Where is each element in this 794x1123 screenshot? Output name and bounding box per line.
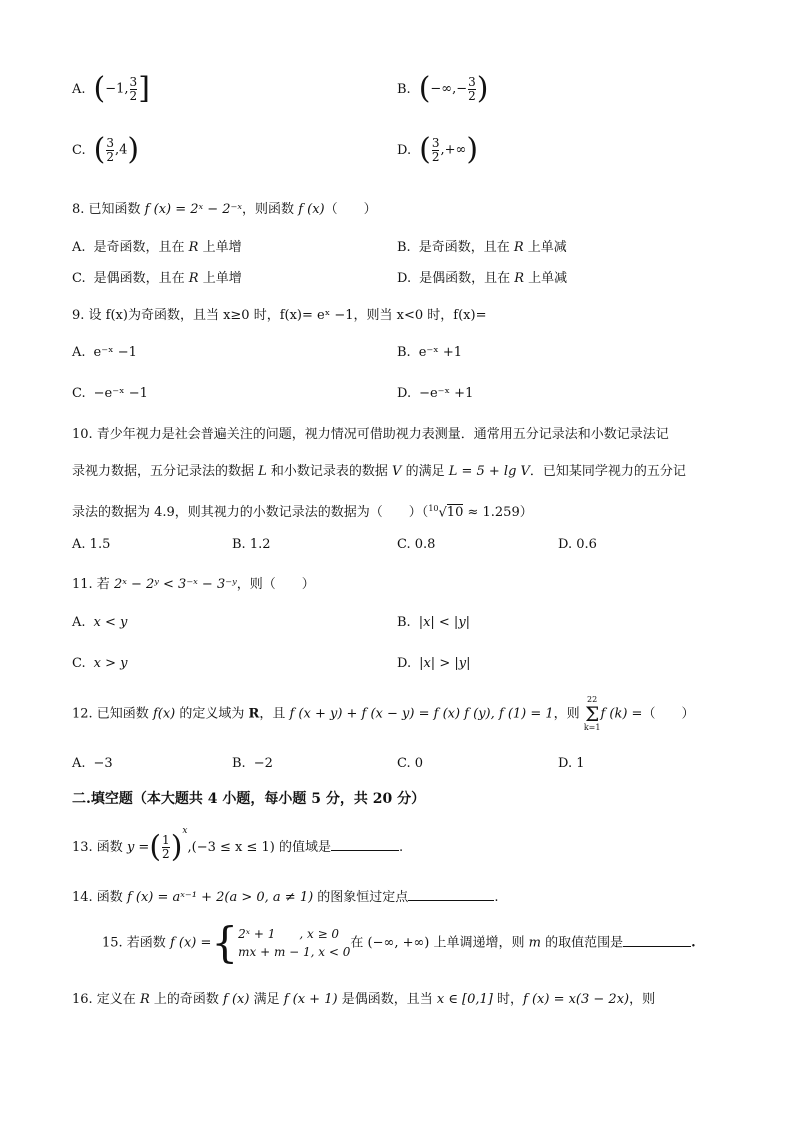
option-math: ,4 [114,142,128,158]
q14-expression: f (x) = aˣ⁻¹ + 2(a > 0, a ≠ 1) [126,890,314,905]
option-math: −∞,− [430,81,468,97]
q7-option-a[interactable]: A. (−1, $\frac{3}{2}$ ] [72,71,150,106]
option-math: −1, [105,81,129,97]
q11-option-d[interactable]: D. |x| > |y| [397,656,471,671]
q9-option-d[interactable]: D. −e⁻ˣ +1 [397,386,474,401]
fraction: $\frac{3}{2}$ [468,74,476,103]
q10-option-d[interactable]: D. 0.6 [558,537,597,552]
option-label: B. [397,81,411,97]
summation: 22 Σ k=1 [583,695,601,732]
q11-expression: 2ˣ − 2ʸ < 3⁻ˣ − 3⁻ʸ [113,577,237,592]
answer-blank-15[interactable] [623,946,691,947]
q11-stem: 11. 若 2ˣ − 2ʸ < 3⁻ˣ − 3⁻ʸ，则（ ） [72,577,315,592]
q12-option-b[interactable]: B. −2 [232,756,273,771]
option-math: ,+∞ [440,142,467,158]
q8-expression: f (x) = 2ˣ − 2⁻ˣ [144,202,243,217]
answer-blank-14[interactable] [408,900,494,901]
q10-line-3: 录法的数据为 4.9，则其视力的小数记录法的数据为（ ）（$^{10}$√10 ≈ 1.259） [72,503,533,520]
q15: 15. 若函数 f (x) ={ 2ˣ + 1 , x ≥ 0 mx + m − 1, x < 0 在 (−∞, +∞) 上单调递增，则 m 的取值范围是 . [102,918,696,967]
q11-option-a[interactable]: A. x < y [72,615,128,630]
fraction: $\frac{3}{2}$ [129,74,138,103]
q9-option-a[interactable]: A. e⁻ˣ −1 [72,345,137,360]
q13: 13. 函数 y =( $\frac{1}{2}$ )$^x$,(−3 ≤ x ≤ 1) 的值域是 . [72,826,404,865]
q12-stem: 12. 已知函数 f(x) 的定义域为 R，且 f (x + y) + f (x − y) = f (x) f (y), f (1) = 1，则 22 Σ k=1 f (k) =（ ） [72,695,695,732]
piecewise-brace: { [211,918,239,967]
q9-stem: 9. 设 f(x)为奇函数，且当 x≥0 时，f(x)= eˣ −1，则当 x<0 时，f(x)= [72,308,487,323]
q11-option-c[interactable]: C. x > y [72,656,128,671]
q8-option-d[interactable]: D. 是偶函数，且在 R 上单减 [397,271,568,286]
section-heading: 二.填空题（本大题共 4 小题，每小题 5 分，共 20 分） [72,791,426,807]
q8-option-a[interactable]: A. 是奇函数，且在 R 上单增 [72,240,242,255]
q12-option-c[interactable]: C. 0 [397,756,424,771]
q7-option-c[interactable]: C. ( $\frac{3}{2}$ ,4) [72,132,140,167]
option-label: A. [72,81,86,97]
q10-option-a[interactable]: A. 1.5 [72,537,111,552]
option-label: D. [397,142,412,158]
q10-option-c[interactable]: C. 0.8 [397,537,436,552]
q7-option-b[interactable]: B. (−∞,− $\frac{3}{2}$ ) [397,71,489,106]
q16-expression: f (x) = x(3 − 2x) [523,992,630,1007]
q11-option-b[interactable]: B. |x| < |y| [397,615,471,630]
q9-option-c[interactable]: C. −e⁻ˣ −1 [72,386,148,401]
q10-formula: L = 5 + lg V [448,464,530,479]
q10-line-2: 录视力数据，五分记录法的数据 L 和小数记录表的数据 V 的满足 L = 5 + lg V．已知某同学视力的五分记 [72,464,686,479]
answer-blank-13[interactable] [331,850,399,851]
fraction: $\frac{1}{2}$ [162,833,170,861]
q9-option-b[interactable]: B. e⁻ˣ +1 [397,345,463,360]
q7-option-d[interactable]: D. ( $\frac{3}{2}$ ,+∞) [397,132,479,167]
q8-option-c[interactable]: C. 是偶函数，且在 R 上单增 [72,271,242,286]
q10-line-1: 10. 青少年视力是社会普遍关注的问题，视力情况可借助视力表测量．通常用五分记录法和小数记录法记 [72,427,669,442]
q10-option-b[interactable]: B. 1.2 [232,537,271,552]
tenth-root: $^{10}$√10 [428,503,464,520]
q12-option-d[interactable]: D. 1 [558,756,585,771]
fraction: $\frac{3}{2}$ [431,135,440,164]
q8-stem: 8. 已知函数 f (x) = 2ˣ − 2⁻ˣ，则函数 f (x)（ ） [72,202,377,217]
piecewise-cases: 2ˣ + 1 , x ≥ 0 mx + m − 1, x < 0 [238,927,351,959]
q14: 14. 函数 f (x) = aˣ⁻¹ + 2(a > 0, a ≠ 1) 的图象恒过定点 . [72,890,499,905]
option-label: C. [72,142,86,158]
fraction: $\frac{3}{2}$ [106,135,114,164]
q16: 16. 定义在 R 上的奇函数 f (x) 满足 f (x + 1) 是偶函数，且当 x ∈ [0,1] 时，f (x) = x(3 − 2x)，则 [72,992,656,1007]
q12-expression: f (x + y) + f (x − y) = f (x) f (y), f (1) = 1 [289,706,554,722]
q12-option-a[interactable]: A. −3 [72,756,113,771]
q8-option-b[interactable]: B. 是奇函数，且在 R 上单减 [397,240,567,255]
